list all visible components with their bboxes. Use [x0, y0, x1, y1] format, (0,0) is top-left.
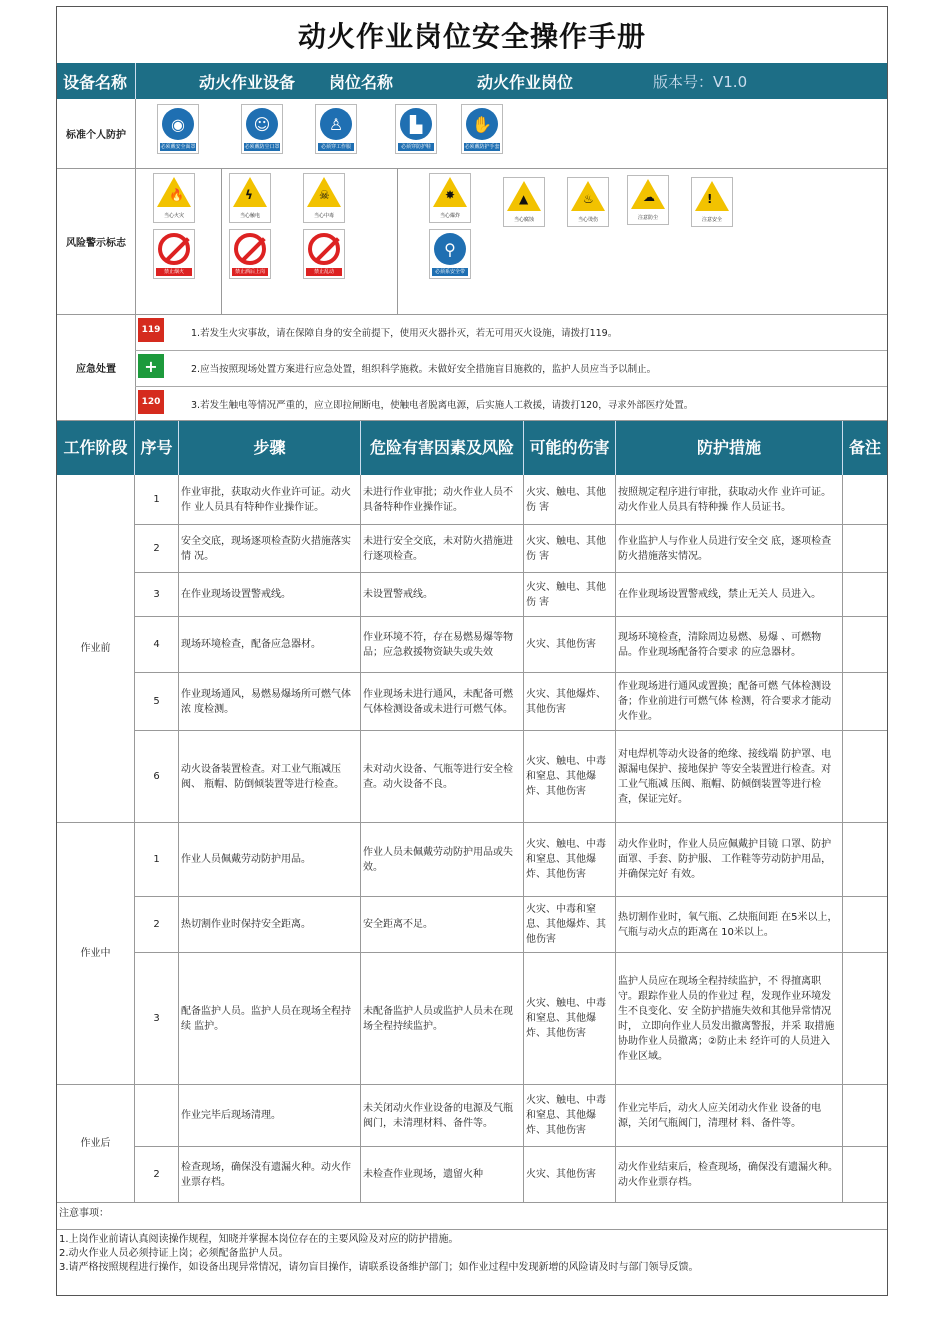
row-measure: 现场环境检查，清除周边易燃、易爆 、可燃物品。作业现场配备符合要求 的应急器材。 — [616, 617, 843, 673]
row-step: 在作业现场设置警戒线。 — [179, 573, 361, 617]
post-label: 岗位名称 — [329, 72, 394, 92]
emergency-text: 2.应当按照现场处置方案进行应急处置，组织科学施救。未做好安全措施盲目施救的，监护人员应当予以制止。 — [191, 364, 657, 375]
table-header — [57, 421, 887, 475]
row-no: 3 — [135, 953, 179, 1085]
no-touch-sign: 禁止乱动 — [303, 229, 345, 279]
row-remark — [843, 617, 887, 673]
note-item: 1.上岗作业前请认真阅读操作规程，知晓并掌握本岗位存在的主要风险及对应的防护措施。 — [59, 1234, 459, 1245]
row-hazard: 未设置警戒线。 — [361, 573, 524, 617]
row-measure: 作业完毕后，动火人应关闭动火作业 设备的电源，关闭气瓶阀门，清理材 料、备件等。 — [616, 1085, 843, 1147]
page-title: 动火作业岗位安全操作手册 — [57, 7, 887, 64]
row-hazard: 安全距离不足。 — [361, 897, 524, 953]
emergency-section — [57, 315, 887, 421]
row-harm: 火灾、其他爆炸、其他伤害 — [524, 673, 616, 731]
row-hazard: 作业环境不符，存在易燃易爆等物品；应急救援物资缺失或失效 — [361, 617, 524, 673]
scald-warning-sign: ♨ 当心烫伤 — [567, 177, 609, 227]
safety-belt-icon: ⚲ — [434, 233, 466, 265]
note-item: 2.动火作业人员必须持证上岗；必须配备监护人员。 — [59, 1248, 289, 1259]
row-harm: 火灾、触电、中毒和窒息、其他爆炸、其他伤害 — [524, 731, 616, 823]
row-step: 作业审批，获取动火作业许可证。动火作 业人员具有特种作业操作证。 — [179, 475, 361, 525]
caution-warning-sign: ! 注意安全 — [691, 177, 733, 227]
row-harm: 火灾、中毒和窒息、其他爆炸、其他伤害 — [524, 897, 616, 953]
row-measure: 动火作业结束后，检查现场，确保没有遗漏火种。动火作业票存档。 — [616, 1147, 843, 1203]
row-hazard: 未关闭动火作业设备的电源及气瓶阀门，未清理材料、备件等。 — [361, 1085, 524, 1147]
no-drinking-sign: 禁止酒后上岗 — [229, 229, 271, 279]
notes-divider — [57, 1229, 887, 1230]
no-fire-sign: 禁止烟火 — [153, 229, 195, 279]
safety-belt-sign: ⚲ 必须系安全带 — [429, 229, 471, 279]
row-hazard: 未配备监护人员或监护人员未在现场全程持续监护。 — [361, 953, 524, 1085]
scald-icon: ♨ — [583, 192, 594, 206]
row-measure: 按照规定程序进行审批，获取动火作 业许可证。动火作业人员具有特种操 作人员证书。 — [616, 475, 843, 525]
explosion-icon: ✸ — [445, 188, 456, 202]
equipment-value: 动火作业设备 — [199, 72, 296, 92]
row-remark — [843, 573, 887, 617]
header-bar — [57, 63, 887, 99]
row-no: 1 — [135, 475, 179, 525]
dust-mask-icon: ☺ — [246, 108, 278, 140]
col-harm: 可能的伤害 — [524, 421, 616, 475]
risk-section — [57, 169, 887, 315]
col-stage: 工作阶段 — [57, 421, 135, 475]
emergency-text: 3.若发生触电等情况严重的，应立即拉闸断电，使触电者脱离电源，后实施人工救援，请拨打120，寻求外部医疗处置。 — [191, 400, 694, 411]
row-no: 1 — [135, 823, 179, 897]
row-harm: 火灾、触电、其他伤 害 — [524, 525, 616, 573]
row-measure: 作业监护人与作业人员进行安全交 底，逐项检查防火措施落实情况。 — [616, 525, 843, 573]
row-step: 现场环境检查，配备应急器材。 — [179, 617, 361, 673]
row-measure: 对电焊机等动火设备的绝缘、接线端 防护罩、电源漏电保护、接地保护 等安全装置进行检查。对工业气瓶减 压阀、瓶帽、防倾倒装置等进行检 查，保证完好。 — [616, 731, 843, 823]
row-remark — [843, 823, 887, 897]
ppe-label: 标准个人防护 — [57, 99, 136, 168]
col-measure: 防护措施 — [616, 421, 843, 475]
row-step: 热切割作业时保持安全距离。 — [179, 897, 361, 953]
emergency-item — [135, 351, 887, 387]
col-no: 序号 — [135, 421, 179, 475]
row-hazard: 未进行安全交底，未对防火措施进行逐项检查。 — [361, 525, 524, 573]
fire-alarm-119-icon: 119 — [138, 318, 164, 342]
stage-cell: 作业中 — [57, 823, 135, 1085]
row-step: 安全交底，现场逐项检查防火措施落实情 况。 — [179, 525, 361, 573]
row-no — [135, 1085, 179, 1147]
row-measure: 动火作业时，作业人员应佩戴护目镜 口罩、防护面罩、手套、防护服、 工作鞋等劳动防护用品，并确保完好 有效。 — [616, 823, 843, 897]
row-remark — [843, 525, 887, 573]
emergency-text: 1.若发生火灾事故，请在保障自身的安全前提下，使用灭火器扑灭，若无可用灭火设施，请拨打119。 — [191, 328, 618, 339]
electric-icon: ϟ — [245, 188, 253, 202]
risk-divider — [221, 169, 222, 315]
row-remark — [843, 1147, 887, 1203]
equipment-label: 设备名称 — [63, 72, 128, 92]
row-hazard: 未进行作业审批；动火作业人员不具备特种作业操作证。 — [361, 475, 524, 525]
manual-sheet — [56, 6, 888, 1296]
row-harm: 火灾、触电、其他伤 害 — [524, 475, 616, 525]
col-remark: 备注 — [848, 438, 881, 457]
header-divider — [135, 63, 136, 99]
row-step: 检查现场，确保没有遗漏火种。动火作业票存档。 — [179, 1147, 361, 1203]
post-value: 动火作业岗位 — [477, 72, 574, 92]
work-clothes-sign: ♙ 必须穿工作服 — [315, 104, 357, 154]
row-harm: 火灾、触电、中毒和窒息、其他爆炸、其他伤害 — [524, 1085, 616, 1147]
first-aid-icon: + — [138, 354, 164, 378]
row-no: 6 — [135, 731, 179, 823]
note-item: 3.请严格按照规程进行操作，如设备出现异常情况，请勿盲目操作，请联系设备维护部门；如作业过程中发现新增的风险请及时与部门领导反馈。 — [59, 1262, 699, 1273]
risk-divider — [397, 169, 398, 315]
row-no: 4 — [135, 617, 179, 673]
fire-icon: 🔥 — [169, 188, 184, 202]
dust-mask-sign: ☺ 必须戴防尘口罩 — [241, 104, 283, 154]
row-step: 动火设备装置检查。对工业气瓶减压阀、 瓶帽、防倒倾装置等进行检查。 — [179, 731, 361, 823]
face-shield-icon: ◉ — [162, 108, 194, 140]
row-hazard: 作业现场未进行通风，未配备可燃气体检测设备或未进行可燃气体。 — [361, 673, 524, 731]
row-harm: 火灾、触电、中毒和窒息、其他爆炸、其他伤害 — [524, 953, 616, 1085]
row-harm: 火灾、触电、中毒和窒息、其他爆炸、其他伤害 — [524, 823, 616, 897]
row-measure: 热切割作业时，氧气瓶、乙炔瓶间距 在5米以上，气瓶与动火点的距离在 10米以上。 — [616, 897, 843, 953]
row-no: 2 — [135, 1147, 179, 1203]
version-label: 版本号：V1.0 — [653, 72, 748, 91]
skull-icon: ☠ — [319, 188, 330, 202]
row-measure: 监护人员应在现场全程持续监护，不 得擅离职守。跟踪作业人员的作业过 程，发现作业环境发生不良变化、安 全防护措施失效和其他异常情况时， 立即向作业人员发出撤离警报，并采 取措施协助作业人员撤离；②防止未 经许可的人员进入作业区域。 — [616, 953, 843, 1085]
ppe-section — [57, 99, 887, 169]
stage-cell: 作业后 — [57, 1085, 135, 1203]
explosion-warning-sign: ✸ 当心爆炸 — [429, 173, 471, 223]
row-step: 配备监护人员。监护人员在现场全程持续 监护。 — [179, 953, 361, 1085]
emergency-item — [135, 387, 887, 423]
row-harm: 火灾、触电、其他伤 害 — [524, 573, 616, 617]
row-remark — [843, 897, 887, 953]
row-hazard: 作业人员未佩戴劳动防护用品或失效。 — [361, 823, 524, 897]
row-remark — [843, 475, 887, 525]
row-hazard: 未检查作业现场，遗留火种 — [361, 1147, 524, 1203]
corrosion-icon: ▲ — [519, 192, 529, 206]
row-step: 作业现场通风，易燃易爆场所可燃气体浓 度检测。 — [179, 673, 361, 731]
row-harm: 火灾、其他伤害 — [524, 1147, 616, 1203]
row-remark — [843, 1085, 887, 1147]
row-no: 2 — [135, 525, 179, 573]
col-hazard: 危险有害因素及风险 — [361, 421, 524, 475]
row-remark — [843, 731, 887, 823]
row-step: 作业完毕后现场清理。 — [179, 1085, 361, 1147]
emergency-label: 应急处置 — [57, 315, 136, 420]
gloves-icon: ✋ — [466, 108, 498, 140]
corrosion-warning-sign: ▲ 当心腐蚀 — [503, 177, 545, 227]
poison-warning-sign: ☠ 当心中毒 — [303, 173, 345, 223]
row-no: 5 — [135, 673, 179, 731]
row-no: 3 — [135, 573, 179, 617]
stage-cell: 作业前 — [57, 475, 135, 823]
face-shield-sign: ◉ 必须戴安全面罩 — [157, 104, 199, 154]
notes-title: 注意事项： — [59, 1208, 109, 1219]
work-clothes-icon: ♙ — [320, 108, 352, 140]
row-remark — [843, 673, 887, 731]
electric-warning-sign: ϟ 当心触电 — [229, 173, 271, 223]
row-step: 作业人员佩戴劳动防护用品。 — [179, 823, 361, 897]
emergency-item — [135, 315, 887, 351]
row-no: 2 — [135, 897, 179, 953]
safety-shoes-icon: ▙ — [400, 108, 432, 140]
dust-warning-sign: ☁ 注意防尘 — [627, 175, 669, 225]
row-measure: 在作业现场设置警戒线，禁止无关人 员进入。 — [616, 573, 843, 617]
gloves-sign: ✋ 必须戴防护手套 — [461, 104, 503, 154]
row-measure: 作业现场进行通风或置换；配备可燃 气体检测设备；作业前进行可燃气体 检测，符合要求才能动火作业。 — [616, 673, 843, 731]
fire-warning-sign: 🔥 当心火灾 — [153, 173, 195, 223]
exclamation-icon: ! — [707, 192, 713, 206]
safety-shoes-sign: ▙ 必须穿防护鞋 — [395, 104, 437, 154]
risk-label: 风险警示标志 — [57, 169, 136, 314]
dust-icon: ☁ — [643, 190, 655, 204]
row-harm: 火灾、其他伤害 — [524, 617, 616, 673]
row-hazard: 未对动火设备、气瓶等进行安全检查。动火设备不良。 — [361, 731, 524, 823]
row-remark — [843, 953, 887, 1085]
ambulance-120-icon: 120 — [138, 390, 164, 414]
col-step: 步骤 — [179, 421, 361, 475]
